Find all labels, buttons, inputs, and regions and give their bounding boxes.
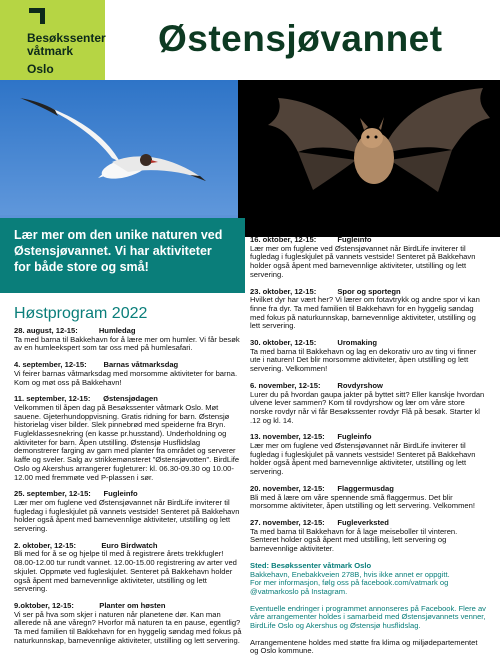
bat-photo-dark: [238, 215, 500, 237]
event-heading: 30. oktober, 12-15: Uromaking: [250, 338, 378, 348]
event-description: Vi feirer barnas våtmarksdag med morsomme aktiviteter for barna. Kom og møt oss på Bakkehavn!: [14, 368, 238, 387]
social-links[interactable]: For mer informasjon, følg oss på facebook.com/vatmark og @vatmarkoslo på Instagram.: [250, 578, 449, 596]
event-heading: 28. august, 12-15: Humledag: [14, 326, 136, 335]
location-info: [250, 562, 486, 656]
event-description: Hvilket dyr har vært her? Vi lærer om fotavtrykk og andre spor vi kan finne fra dyr. Ta med familien til Bakkehavn for en hyggelig søndag med fokus på naturkunnskap, barnevennlige aktiviteter, utstilling og lett servering.: [250, 295, 480, 331]
events-left-column: [14, 327, 242, 654]
location-title: Sted: Besøkssenter våtmark Oslo: [250, 560, 372, 570]
logo-mark-icon: [27, 6, 47, 26]
event-description: Lær mer om fuglene ved Østensjøvannet når BirdLife inviterer til fugledag i fugleskjulet på vannets vestside! Senteret på Bakkehavn holder også åpent med barnevennlige aktiviteter, utstilling og lett servering.: [250, 441, 476, 477]
event-heading: 11. september, 12-15: Østensjødagen: [14, 394, 158, 404]
logo-line-3: Oslo: [27, 62, 54, 76]
event-item: [14, 490, 242, 534]
location-address: Bakkehavn, Enebakkveien 278B, hvis ikke annet er oppgitt.: [250, 569, 450, 579]
sponsor-note: Arrangementene holdes med støtte fra klima og miljødepartementet og Oslo kommune.: [250, 637, 478, 656]
event-item: [250, 485, 486, 511]
bat-photo: [238, 80, 500, 215]
event-heading: 4. september, 12-15: Barnas våtmarksdag: [14, 360, 179, 370]
event-heading: 13. november, 12-15: Fugleinfo: [250, 432, 372, 442]
event-description: Bli med å lære om våre spennende små flaggermus. Det blir morsomme aktiviteter, åpen utstilling og lett servering. Velkommen!: [250, 492, 475, 511]
event-description: Bli med for å se og hjelpe til med å registrere årets trekkfugler! 08.00-12.00 tur rundt vannet. 12.00-15.00 registrering av arter ved skjulet. Oppmøte ved fugleskjulet. Senteret på Bakkehavn holder også åpent med barnevennlige aktiviteter, utstilling og lett servering.: [14, 549, 237, 594]
event-heading: 2. oktober, 12-15: Euro Birdwatch: [14, 540, 158, 550]
changes-note: Eventuelle endringer i programmet annonseres på Facebook. Flere av våre arrangementer holdes i samarbeid med Østensjøvannets venner, BirdLife Oslo og Akershus og Østensjø husflidslag.: [250, 603, 486, 631]
gull-illustration: [0, 80, 238, 215]
header: [0, 0, 500, 80]
event-heading: 6. november, 12-15: Rovdyrshow: [250, 380, 383, 390]
page-title: Østensjøvannet: [158, 18, 443, 59]
event-description: Lær mer om fuglene ved Østensjøvannet når BirdLife inviterer til fugledag i fugleskjulet på vannets vestside! Senteret på Bakkehavn holder også åpent med barnevennlige aktiviteter, utstilling og lett servering.: [250, 243, 476, 279]
event-heading: 27. november, 12-15: Fugleverksted: [250, 517, 389, 527]
event-item: [250, 519, 486, 554]
event-item: [250, 433, 486, 477]
program-title: Høstprogram 2022: [14, 305, 148, 322]
event-item: [14, 542, 242, 594]
event-item: [250, 236, 486, 280]
event-description: Ta med barna til Bakkehavn for å lage meiseboller til vinteren. Senteret holder også åpent med utstilling, lett servering og barnevennlige aktiviteter.: [250, 526, 458, 554]
event-heading: 9.oktober, 12-15: Planter om høsten: [14, 600, 166, 610]
event-description: Lurer du på hvordan gaupa jakter på byttet sitt? Eller kanskje hvordan ulvene lever sammen? Kom til rovdyrshow og lær om våre store norske rovdyr når vi får Besøkssenter rovdyr Flå på besøk. Starter kl .12 og kl. 14.: [250, 389, 485, 425]
event-description: Velkommen til åpen dag på Besøkssenter våtmark Oslo. Møt sauene. Gjeterhundoppvisning. Gratis ridning for barn. Østensjø historielag viser bilder. Slek pinnebrød med speiderne fra Bryn. Fugleklassesnekring (en kasse pr.husstand). Underholdning og aktiviteter for barn. Åpen utstilling. Østensjø Husflidslag demonstrerer farging av garn med planter fra området og serverer kaffe og sveler. Salg av strikkemønsteret "Østensjøvotten". BirdLife Oslo og Akershus arrangerer fugleturer: kl. 06.30-09.30 og 10.00-12.00 med fremmøte ved P-plassen i sør.: [14, 402, 240, 482]
event-description: Lær mer om fuglene ved Østensjøvannet når BirdLife inviterer til fugledag i fugleskjulet på vannets vestside! Senteret på Bakkehavn holder også åpent med barnevennlige aktiviteter, utstilling og lett servering.: [14, 497, 240, 534]
event-description: Ta med barna til Bakkehavn og lag en dekorativ uro av ting vi finner ute i naturen! Det blir morsomme aktiviteter, åpen utstilling og lett servering. Velkommen!: [250, 346, 477, 374]
intro-banner: [0, 218, 245, 293]
bat-illustration: [238, 80, 500, 215]
event-description: Ta med barna til Bakkehavn for å lære mer om humler. Vi får besøk av en humleekspert som tar oss med på humlesafari.: [14, 334, 240, 353]
event-item: [14, 327, 242, 353]
event-heading: 16. oktober, 12-15: Fugleinfo: [250, 235, 372, 244]
event-heading: 23. oktober, 12-15: Spor og sportegn: [250, 286, 401, 296]
event-item: [250, 339, 486, 374]
gull-photo: [0, 80, 238, 215]
logo[interactable]: [0, 0, 105, 80]
event-item: [14, 361, 242, 387]
logo-line-2: våtmark: [27, 44, 74, 58]
events-right-column: [250, 236, 486, 656]
banner-text: Lær mer om den unike naturen ved Østensjøvannet. Vi har aktiviteter for både store og små!: [14, 228, 223, 274]
event-heading: 25. september, 12-15: Fugleinfo: [14, 489, 138, 499]
event-item: [250, 288, 486, 332]
event-item: [14, 602, 242, 646]
logo-line-1: Besøkssenter: [27, 31, 106, 45]
event-heading: 20. november, 12-15: Flaggermusdag: [250, 483, 394, 493]
event-description: Vi ser på hva som skjer i naturen når planetene dør. Kan man allerede nå ane våregn? Hvorfor må naturen ta en pause, egentlig? Ta med familien til Bakkehavn for en hyggelig søndag med fokus på naturkunnskap, barnevennlige aktiviteter, utstilling og lett servering.: [14, 609, 242, 645]
event-item: [14, 395, 242, 482]
event-item: [250, 382, 486, 426]
